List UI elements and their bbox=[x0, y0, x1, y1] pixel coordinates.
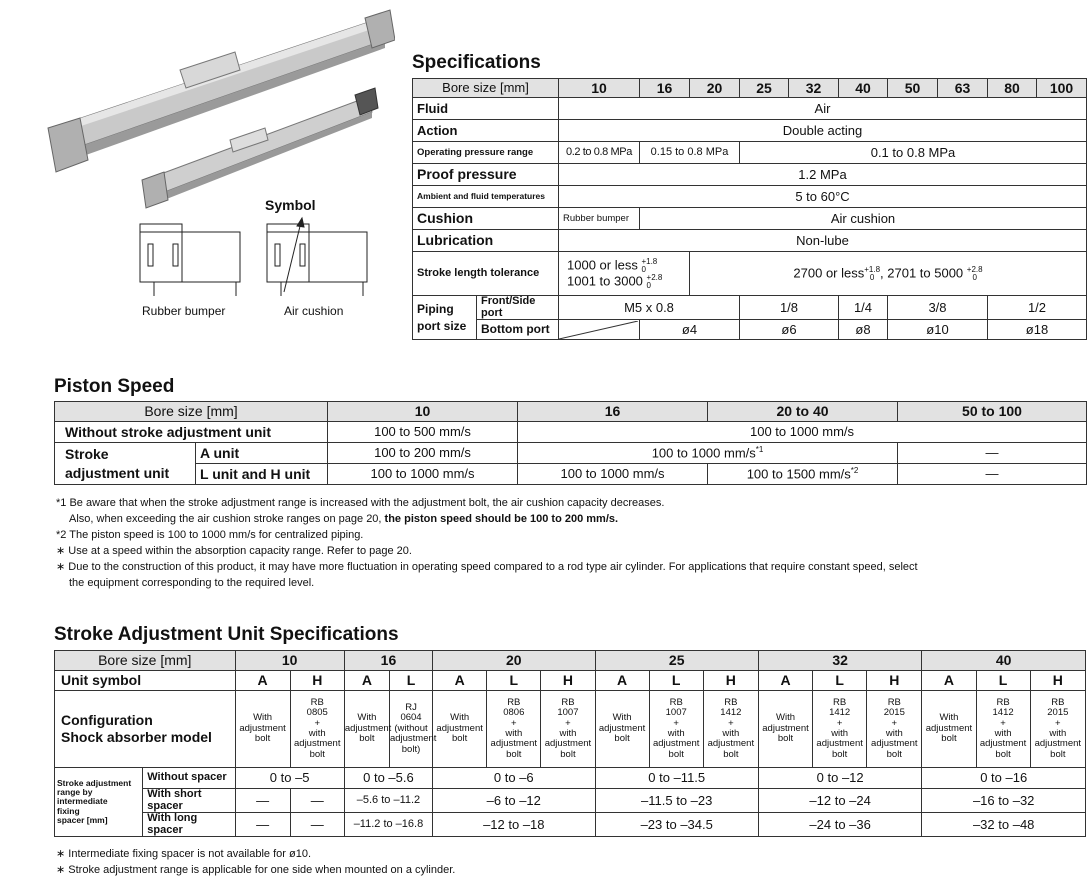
sau-config-line: RB bbox=[669, 696, 683, 708]
symbol-label: Symbol bbox=[265, 197, 316, 213]
sau-config-line: adjustment bbox=[816, 738, 863, 750]
sau-long-32: –24 to –36 bbox=[758, 813, 921, 837]
piston-stroke-label: Stroke adjustment unit bbox=[55, 443, 196, 485]
sau-config-cell bbox=[487, 691, 541, 768]
sau-config-line: bolt bbox=[723, 748, 739, 760]
spec-lube-row bbox=[413, 230, 1087, 252]
piston-col-20-40: 20 to 40 bbox=[708, 402, 898, 422]
sau-notes bbox=[56, 847, 455, 879]
sau-config-line: + bbox=[673, 717, 679, 729]
spec-bore-25: 25 bbox=[740, 79, 789, 98]
sau-config-cell bbox=[976, 691, 1030, 768]
sau-config-line: bolt bbox=[560, 748, 576, 760]
piston-row-without bbox=[55, 422, 1087, 443]
sau-long-10h: — bbox=[290, 813, 344, 837]
sau-config-line: adjustment bbox=[389, 733, 437, 745]
sau-config-line: + bbox=[1055, 717, 1061, 729]
sau-config-line: adjustment bbox=[979, 738, 1027, 750]
sau-config-line: 2015 bbox=[1047, 707, 1069, 719]
sau-config-line: adjustment bbox=[707, 738, 755, 750]
sau-unit-symbol: L bbox=[649, 671, 703, 691]
sau-config-line: RB bbox=[561, 696, 575, 708]
piston-header-row bbox=[55, 402, 1087, 422]
piston-lh-20-40: 100 to 1500 $mm/s^{*2}$ bbox=[708, 464, 898, 485]
spec-bore-50: 50 bbox=[888, 79, 938, 98]
sau-unit-symbol: L bbox=[487, 671, 541, 691]
piston-a-label: A unit bbox=[196, 443, 328, 464]
ambient-value: 5 to 60°C bbox=[559, 186, 1087, 208]
sau-config-line: adjustment bbox=[762, 722, 809, 734]
sau-config-cell bbox=[922, 691, 976, 768]
piston-speed-table bbox=[54, 401, 1087, 485]
spec-bore-label: Bore size [mm] bbox=[413, 79, 559, 98]
spec-front-port-row bbox=[413, 296, 1087, 320]
piston-without-rest: 100 to 1000 mm/s bbox=[518, 422, 1087, 443]
spec-bore-63: 63 bbox=[938, 79, 988, 98]
sau-config-cell bbox=[595, 691, 649, 768]
spec-bore-16: 16 bbox=[640, 79, 690, 98]
piston-lh-label: L unit and H unit bbox=[196, 464, 328, 485]
action-label: Action bbox=[413, 120, 559, 142]
piston-row-a bbox=[55, 443, 1087, 464]
sau-config-line: 1007 bbox=[665, 707, 687, 719]
sau-config-line: bolt bbox=[777, 733, 794, 745]
sau-config-line: with bbox=[505, 728, 523, 739]
sau-unit-symbol: A bbox=[758, 671, 812, 691]
note-4b: the equipment corresponding to the required level. bbox=[69, 576, 315, 589]
sau-unit-symbol: A bbox=[595, 671, 649, 691]
fluid-value: Air bbox=[559, 98, 1087, 120]
sau-config-line: bolt bbox=[1050, 748, 1066, 760]
sau-long-40: –32 to –48 bbox=[922, 813, 1086, 837]
sau-unit-symbol: H bbox=[1030, 671, 1085, 691]
sau-bore-10: 10 bbox=[235, 651, 344, 671]
sau-config-line: bolt bbox=[941, 733, 957, 745]
sau-unit-symbol: L bbox=[976, 671, 1030, 691]
sau-short-32: –12 to –24 bbox=[758, 789, 921, 813]
sau-config-line: RB bbox=[887, 696, 901, 708]
sau-config-line: + bbox=[511, 717, 517, 729]
piston-notes bbox=[56, 496, 918, 592]
sau-config-cell bbox=[235, 691, 290, 768]
sau-config-line: with bbox=[722, 728, 740, 739]
spec-bore-20: 20 bbox=[690, 79, 740, 98]
sau-config-line: 0604 bbox=[400, 712, 422, 724]
sau-config-line: adjustment bbox=[544, 738, 592, 750]
sau-config-label: Configuration Shock absorber model bbox=[55, 691, 236, 768]
sau-config-line: RB bbox=[310, 696, 324, 708]
note-2: *2 The piston speed is 100 to 1000 mm/s for centralized piping. bbox=[56, 528, 364, 541]
stroke-tol-small: 1000 or less +1.8 0 1001 to 3000 +2.8 0 bbox=[559, 252, 690, 296]
sau-config-line: RB bbox=[724, 696, 738, 708]
action-value: Double acting bbox=[559, 120, 1087, 142]
sau-config-line: adjustment bbox=[344, 722, 392, 734]
sau-short-16: –5.6 to –11.2 bbox=[344, 789, 432, 813]
sau-unit-row bbox=[55, 671, 1086, 691]
sau-config-line: 0806 bbox=[503, 707, 525, 719]
sau-unit-symbol: A bbox=[922, 671, 976, 691]
front-port-50-63: 3/8 bbox=[888, 296, 988, 320]
sau-config-line: adjustment bbox=[871, 738, 918, 750]
sau-config-line: bolt bbox=[254, 733, 271, 745]
sau-config-line: RB bbox=[996, 696, 1010, 708]
sau-config-cell bbox=[344, 691, 392, 768]
sau-config-line: + bbox=[836, 717, 843, 729]
pressure-label: Operating pressure range bbox=[413, 142, 559, 164]
sau-without-label: Without spacer bbox=[143, 768, 235, 789]
sau-unit-label: Unit symbol bbox=[55, 671, 236, 691]
sau-short-label: With short spacer bbox=[143, 789, 235, 813]
sau-config-line: RB bbox=[1051, 696, 1065, 708]
sau-short-40: –16 to –32 bbox=[922, 789, 1086, 813]
sau-unit-symbol: L bbox=[813, 671, 867, 691]
ambient-label: Ambient and fluid temperatures bbox=[413, 186, 559, 208]
sau-long-10a: — bbox=[235, 813, 290, 837]
sau-config-cell bbox=[1030, 691, 1085, 768]
spec-header-row bbox=[413, 79, 1087, 98]
proof-label: Proof pressure bbox=[413, 164, 559, 186]
sau-long-20: –12 to –18 bbox=[433, 813, 595, 837]
sau-config-cell bbox=[758, 691, 812, 768]
sau-config-line: bolt bbox=[451, 733, 468, 745]
lube-label: Lubrication bbox=[413, 230, 559, 252]
sau-without-10: 0 to –5 bbox=[235, 768, 344, 789]
note-1b: Also, when exceeding the air cushion stroke ranges on page 20, the piston speed should be 100 to 200 mm/s. bbox=[69, 512, 619, 525]
sau-config-cell bbox=[541, 691, 595, 768]
sau-without-25: 0 to –11.5 bbox=[595, 768, 758, 789]
piston-without-10: 100 to 500 mm/s bbox=[328, 422, 518, 443]
bottom-port-16-20: ø4 bbox=[640, 320, 740, 340]
piston-a-10: 100 to 200 mm/s bbox=[328, 443, 518, 464]
rubber-bumper-label: Rubber bumper bbox=[142, 304, 226, 318]
sau-bore-20: 20 bbox=[433, 651, 595, 671]
sau-config-cell bbox=[290, 691, 344, 768]
sau-config-line: bolt bbox=[506, 748, 522, 760]
spec-fluid-row bbox=[413, 98, 1087, 120]
sau-unit-symbol: H bbox=[541, 671, 595, 691]
air-cushion-label: Air cushion bbox=[284, 304, 344, 318]
pressure-10: 0.2 to 0.8 MPa bbox=[559, 142, 640, 164]
spec-bore-32: 32 bbox=[789, 79, 839, 98]
cushion-10: Rubber bumper bbox=[559, 208, 640, 230]
cushion-symbols bbox=[140, 218, 367, 296]
lube-value: Non-lube bbox=[559, 230, 1087, 252]
sau-note-2: ∗ Stroke adjustment range is applicable for one side when mounted on a cylinder. bbox=[56, 863, 456, 876]
spec-bore-100: 100 bbox=[1037, 79, 1087, 98]
note-1: *1 Be aware that when the stroke adjustment range is increased with the adjustment bolt, the air cushion capacity decreases. bbox=[56, 497, 665, 509]
front-port-80-100: 1/2 bbox=[988, 296, 1087, 320]
sau-config-line: adjustment bbox=[598, 722, 646, 734]
sau-config-line: With bbox=[939, 712, 959, 724]
sau-bore-16: 16 bbox=[344, 651, 432, 671]
sau-config-line: with bbox=[831, 728, 849, 739]
sau-without-32: 0 to –12 bbox=[758, 768, 921, 789]
pressure-rest: 0.1 to 0.8 MPa bbox=[740, 142, 1087, 164]
sau-config-cell bbox=[389, 691, 437, 768]
sau-config-line: 1007 bbox=[557, 707, 579, 719]
sau-bore-40: 40 bbox=[922, 651, 1086, 671]
sau-config-line: 1412 bbox=[720, 707, 742, 719]
sau-long-16: –11.2 to –16.8 bbox=[344, 813, 432, 837]
front-port-small: M5 x 0.8 bbox=[559, 296, 740, 320]
sau-config-line: with bbox=[667, 728, 685, 739]
sau-unit-symbol: A bbox=[433, 671, 487, 691]
sau-unit-symbol: H bbox=[290, 671, 344, 691]
sau-long-row bbox=[55, 813, 1086, 837]
specifications-table bbox=[412, 78, 1087, 340]
sau-config-line: 1412 bbox=[992, 707, 1014, 719]
sau-config-line: bolt bbox=[668, 748, 684, 760]
sau-config-line: bolt bbox=[614, 733, 630, 745]
spec-ambient-row bbox=[413, 186, 1087, 208]
spec-action-row bbox=[413, 120, 1087, 142]
sau-config-line: with bbox=[885, 728, 903, 739]
sau-config-row bbox=[55, 691, 1086, 768]
sau-short-20: –6 to –12 bbox=[433, 789, 595, 813]
sau-config-line: + bbox=[891, 717, 898, 729]
piston-a-16-40: 100 to 1000 $mm/s^{*1}$ bbox=[518, 443, 898, 464]
cushion-label: Cushion bbox=[413, 208, 559, 230]
specifications-title: Specifications bbox=[412, 52, 541, 73]
sau-table bbox=[54, 650, 1086, 837]
product-illustration bbox=[40, 0, 395, 330]
sau-config-line: bolt bbox=[359, 733, 375, 745]
bottom-port-10-na bbox=[559, 320, 640, 340]
piping-label: Piping port size bbox=[413, 296, 477, 340]
spec-stroke-tol-row bbox=[413, 252, 1087, 296]
sau-config-line: With bbox=[253, 712, 273, 724]
sau-config-line: with bbox=[994, 728, 1012, 739]
sau-config-line: 2015 bbox=[883, 707, 905, 719]
sau-config-cell bbox=[703, 691, 758, 768]
sau-config-cell bbox=[813, 691, 867, 768]
sau-config-line: with bbox=[1049, 728, 1067, 739]
fluid-label: Fluid bbox=[413, 98, 559, 120]
note-4: ∗ Due to the construction of this product, it may have more fluctuation in operating speed compared to a rod type air cylinder. For applications that require constant speed, select bbox=[56, 560, 918, 573]
sau-unit-symbol: H bbox=[867, 671, 922, 691]
sau-config-line: + bbox=[1000, 717, 1006, 729]
spec-pressure-row bbox=[413, 142, 1087, 164]
bottom-port-label: Bottom port bbox=[477, 320, 559, 340]
piston-col-10: 10 bbox=[328, 402, 518, 422]
sau-config-line: adjustment bbox=[239, 722, 286, 734]
sau-config-cell bbox=[433, 691, 487, 768]
pressure-16: 0.15 to 0.8 MPa bbox=[640, 142, 740, 164]
bottom-port-80-100: ø18 bbox=[988, 320, 1087, 340]
spec-bottom-port-row bbox=[413, 320, 1087, 340]
sau-config-line: RB bbox=[833, 696, 847, 708]
sau-config-line: With bbox=[450, 712, 470, 724]
bottom-port-50-63: ø10 bbox=[888, 320, 988, 340]
piston-without-label: Without stroke adjustment unit bbox=[55, 422, 328, 443]
sau-config-line: RB bbox=[507, 696, 521, 708]
spec-bore-40: 40 bbox=[839, 79, 888, 98]
sau-config-line: With bbox=[357, 712, 377, 724]
sau-config-line: 0805 bbox=[306, 707, 328, 719]
sau-config-line: bolt bbox=[309, 748, 325, 760]
sau-config-line: + bbox=[728, 717, 734, 729]
sau-long-label: With long spacer bbox=[143, 813, 235, 837]
proof-value: 1.2 MPa bbox=[559, 164, 1087, 186]
sau-title: Stroke Adjustment Unit Specifications bbox=[54, 624, 399, 645]
sau-config-line: bolt) bbox=[401, 743, 421, 755]
sau-config-line: bolt bbox=[831, 748, 848, 760]
sau-range-label: Stroke adjustment range by intermediate fixing spacer [mm] bbox=[55, 768, 143, 837]
piston-speed-title: Piston Speed bbox=[54, 376, 175, 397]
sau-config-line: + bbox=[565, 717, 571, 729]
sau-unit-symbol: A bbox=[235, 671, 290, 691]
sau-without-16: 0 to –5.6 bbox=[344, 768, 432, 789]
piston-lh-10: 100 to 1000 mm/s bbox=[328, 464, 518, 485]
sau-unit-symbol: A bbox=[344, 671, 389, 691]
stroke-tol-large: 2700 or less+1.8 0 , 2701 to 5000 +2.8 0 bbox=[690, 252, 1087, 296]
sau-config-line: bolt bbox=[995, 748, 1011, 760]
sau-config-line: 1412 bbox=[829, 707, 851, 719]
piston-lh-16: 100 to 1000 mm/s bbox=[518, 464, 708, 485]
sau-without-20: 0 to –6 bbox=[433, 768, 595, 789]
sau-config-line: With bbox=[612, 712, 632, 724]
front-port-40: 1/4 bbox=[839, 296, 888, 320]
sau-config-line: RJ bbox=[405, 701, 417, 713]
sau-short-10h: — bbox=[290, 789, 344, 813]
piston-lh-50-100: — bbox=[898, 464, 1087, 485]
sau-config-line: adjustment bbox=[1034, 738, 1082, 750]
sau-config-line: with bbox=[559, 728, 577, 739]
sau-config-line: + bbox=[314, 717, 321, 729]
sau-short-25: –11.5 to –23 bbox=[595, 789, 758, 813]
sau-without-row bbox=[55, 768, 1086, 789]
piston-a-50-100: — bbox=[898, 443, 1087, 464]
sau-unit-symbol: L bbox=[389, 671, 432, 691]
cushion-rest: Air cushion bbox=[640, 208, 1087, 230]
stroke-tol-label: Stroke length tolerance bbox=[413, 252, 559, 296]
piston-col-50-100: 50 to 100 bbox=[898, 402, 1087, 422]
spec-proof-row bbox=[413, 164, 1087, 186]
sau-config-line: adjustment bbox=[490, 738, 538, 750]
sau-config-line: (without bbox=[394, 722, 428, 734]
bottom-port-40: ø8 bbox=[839, 320, 888, 340]
sau-config-line: adjustment bbox=[436, 722, 483, 734]
sau-config-line: bolt bbox=[886, 748, 902, 760]
sau-config-cell bbox=[649, 691, 703, 768]
sau-without-40: 0 to –16 bbox=[922, 768, 1086, 789]
sau-config-cell bbox=[867, 691, 922, 768]
note-3: ∗ Use at a speed within the absorption capacity range. Refer to page 20. bbox=[56, 544, 412, 557]
sau-short-10a: — bbox=[235, 789, 290, 813]
sau-config-line: adjustment bbox=[652, 738, 700, 750]
spec-cushion-row bbox=[413, 208, 1087, 230]
sau-config-line: with bbox=[308, 728, 326, 739]
spec-bore-80: 80 bbox=[988, 79, 1037, 98]
piston-bore-label: Bore size [mm] bbox=[55, 402, 328, 422]
large-cylinder-image bbox=[48, 10, 395, 172]
sau-config-line: adjustment bbox=[294, 738, 341, 750]
spec-bore-10: 10 bbox=[559, 79, 640, 98]
front-port-label: Front/Side port bbox=[477, 296, 559, 320]
sau-unit-symbol: H bbox=[703, 671, 758, 691]
sau-bore-label: Bore size [mm] bbox=[55, 651, 236, 671]
sau-bore-25: 25 bbox=[595, 651, 758, 671]
sau-long-25: –23 to –34.5 bbox=[595, 813, 758, 837]
piston-col-16: 16 bbox=[518, 402, 708, 422]
bottom-port-25-32: ø6 bbox=[740, 320, 839, 340]
sau-config-line: adjustment bbox=[925, 722, 973, 734]
sau-note-1: ∗ Intermediate fixing spacer is not available for ø10. bbox=[56, 848, 312, 860]
sau-header-row bbox=[55, 651, 1086, 671]
sau-short-row bbox=[55, 789, 1086, 813]
piston-row-lh bbox=[55, 464, 1087, 485]
front-port-25-32: 1/8 bbox=[740, 296, 839, 320]
sau-bore-32: 32 bbox=[758, 651, 921, 671]
sau-config-line: With bbox=[776, 712, 795, 724]
